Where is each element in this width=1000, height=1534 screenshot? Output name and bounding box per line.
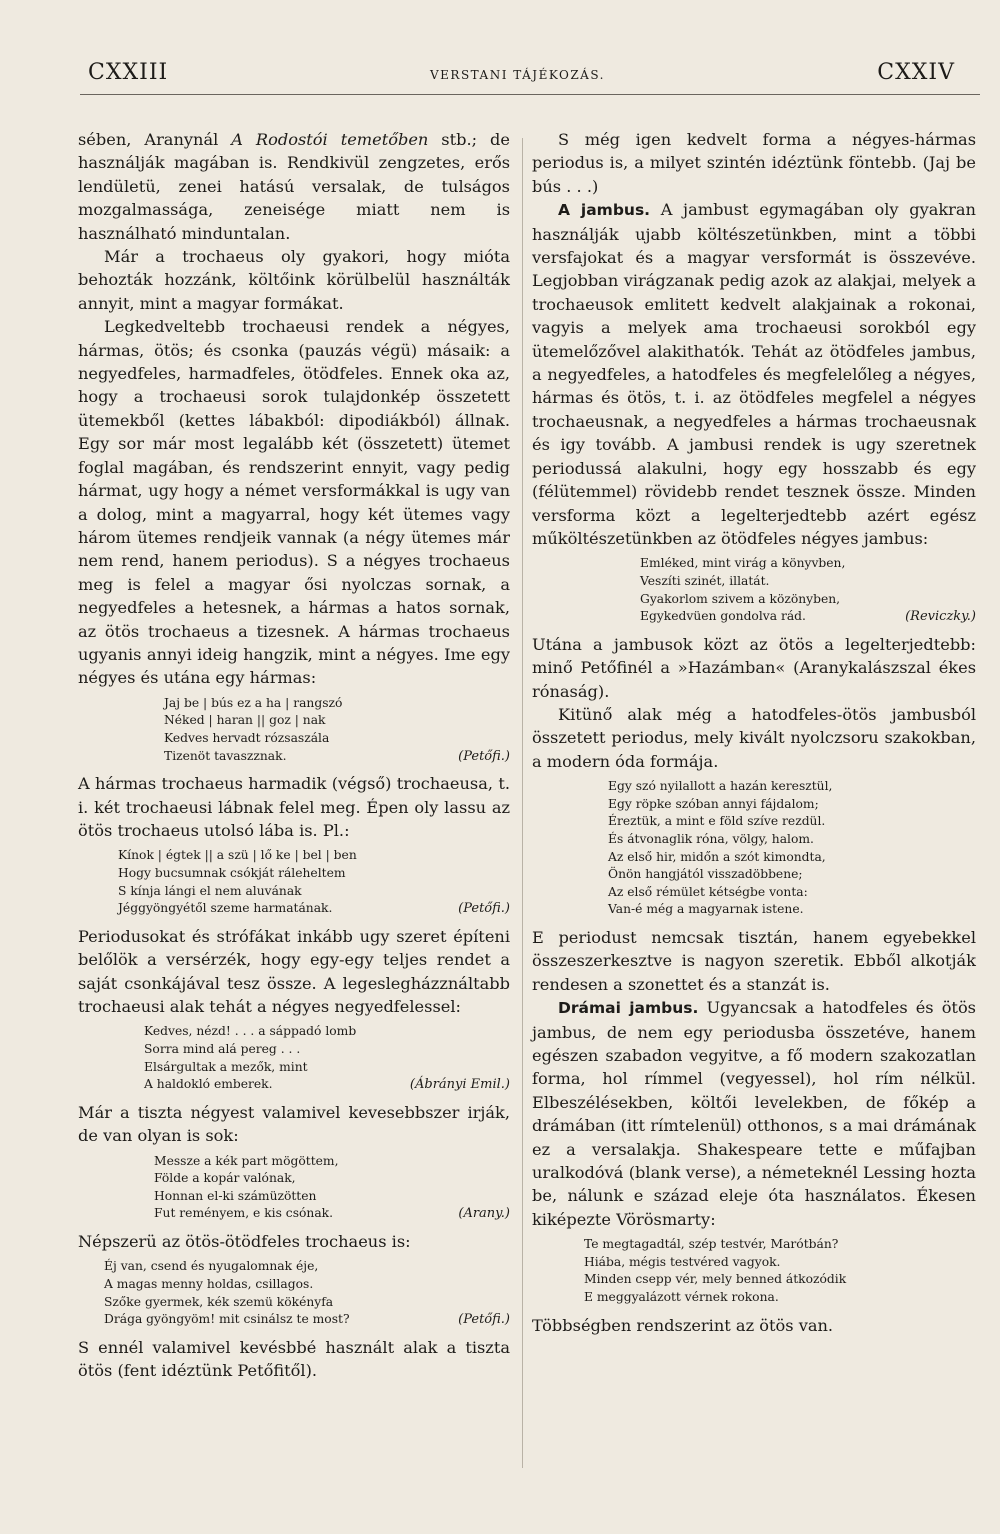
poem-line: Hogy bucsumnak csókját ráleheltem	[118, 865, 346, 880]
poem-line: Jéggyöngyétől szeme harmatának.	[118, 901, 333, 916]
poem-line: Hiába, mégis testvéred vagyok.	[584, 1254, 781, 1269]
paragraph: Már a trochaeus oly gyakori, hogy mióta behozták hozzánk, költőink körülbelül használták annyit, mint a magyar formákat.	[78, 247, 510, 313]
poem-title: A Rodostói temetőben	[231, 130, 429, 149]
poem-line: Elsárgultak a mezők, mint	[144, 1059, 308, 1074]
paragraph: Többségben rendszerint az ötös van.	[532, 1315, 834, 1335]
poem-quote	[532, 1236, 976, 1306]
running-title: VERSTANI TÁJÉKOZÁS.	[430, 68, 605, 82]
column-divider	[522, 138, 523, 1468]
paragraph: Már a tiszta négyest valamivel kevesebbszer irják, de van olyan is sok:	[78, 1102, 510, 1146]
paragraph: A jambus. A jambust egymagában oly gyakran használják ujabb költészetünkben, mint a többi versfajokat és a magyar versformát is összevéve. Legjobban virágzanak pedig azok az alakjai, melyek a trochaeusok emlitett kedvelt alakjainak a rokonai, vagyis a melyek ama trochaeusi sorokból egy ütemelőzővel alakithatók. Tehát az ötödfeles jambus, a negyedfeles, a hatodfeles és megfelelőleg a négyes, hármas és ötös, t. i. az ötödfeles megfelel a négyes trochaeusnak, a negyedfeles a hármas trochaeusnak és igy tovább. A jambusi rendek is ugy szeretnek periodussá alakulni, hogy egy hosszabb és egy (félütemmel) rövidebb rendet tesznek össze. Minden versforma közt a legelterjedtebb azért egész műköltészetünkben az ötödfeles négyes jambus:	[532, 200, 976, 548]
poem-line: S kínja lángi el nem aluvának	[118, 883, 302, 898]
header-rule	[80, 94, 980, 95]
poem-line: Földe a kopár valónak,	[154, 1171, 296, 1186]
poem-author: (Ábrányi Emil.)	[409, 1077, 510, 1093]
paragraph: Népszerü az ötös-ötödfeles trochaeus is:	[78, 1231, 411, 1251]
poem-line: Éj van, csend és nyugalomnak éje,	[104, 1259, 319, 1274]
poem-line: Kínok | égtek || a szü | lő ke | bel | ben	[118, 848, 357, 863]
paragraph: Drámai jambus. Ugyancsak a hatodfeles és ötös jambus, de nem egy periodusba összetéve, hanem egészen szabadon vegyitve, a fő modern szakozatlan forma, hol rímmel (vegyessel), hol rím nélkül. Elbeszélésekben, költői levelekben, de főkép a drámában (itt rímtelenül) otthonos, s a mai drámának ez a versalakja. Shakespeare tette e műfajban uralkodóvá (blank verse), a németeknél Lessing hozta be, nálunk e század eleje óta használatos. Ékesen kiképezte Vörösmarty:	[532, 998, 976, 1229]
poem-line: Messze a kék part mögöttem,	[154, 1153, 339, 1168]
right-column	[532, 128, 976, 1337]
poem-line: Önön hangjától visszadöbbene;	[608, 867, 803, 882]
poem-line: E meggyalázott vérnek rokona.	[584, 1289, 779, 1304]
poem-line: Éreztük, a mint e föld szíve rezdül.	[608, 814, 826, 829]
poem-author: (Reviczky.)	[905, 609, 976, 625]
poem-quote	[78, 1153, 510, 1223]
poem-line: A haldokló emberek.	[144, 1077, 273, 1092]
poem-line: Gyakorlom szivem a közönyben,	[640, 591, 841, 606]
poem-line: Emléked, mint virág a könyvben,	[640, 556, 846, 571]
paragraph: E periodust nemcsak tisztán, hanem egyebekkel összeszerkesztve is nagyon szeretik. Ebből alkotják rendesen a szonettet és a stanzát is.	[532, 927, 976, 994]
poem-line: Te megtagadtál, szép testvér, Marótbán?	[584, 1237, 839, 1252]
paragraph: S ennél valamivel kevésbbé használt alak a tiszta ötös (fent idéztünk Petőfitől).	[78, 1337, 510, 1381]
paragraph: Periodusokat és strófákat inkább ugy szeret építeni belőlök a versérzék, hogy egy-egy teljes rendet a saját csonkájával tesz össze. A legeslegházználtabb trochaeusi alak tehát a négyes negyedfelessel:	[78, 926, 510, 1016]
section-heading-jambus: A jambus.	[558, 201, 651, 220]
poem-line: Az első hir, midőn a szót kimondta,	[608, 849, 826, 864]
poem-line: Veszíti szinét, illatát.	[640, 573, 770, 588]
poem-quote	[532, 778, 976, 919]
paragraph: S még igen kedvelt forma a négyes-hármas periodus is, a milyet szintén idéztünk föntebb. (Jaj be bús . . .)	[532, 130, 976, 196]
poem-line: Az első rémület kétségbe vonta:	[608, 884, 808, 899]
poem-line: És átvonaglik róna, völgy, halom.	[608, 831, 814, 846]
poem-line: Sorra mind alá pereg . . .	[144, 1041, 301, 1056]
left-column	[78, 128, 510, 1383]
poem-quote	[78, 695, 510, 765]
poem-line: Fut reményem, e kis csónak.	[154, 1206, 334, 1221]
paragraph: Legkedveltebb trochaeusi rendek a négyes, hármas, ötös; és csonka (pauzás végü) másaik: a negyedfeles, harmadfeles, ötödfeles. Ennek oka az, hogy a trochaeusi sorok tulajdonkép összetett ütemekből (kettes lábakból: dipodiákból) állnak. Egy sor már most legalább két (összetett) ütemet foglal magában, és rendszerint ennyit, vagy pedig hármat, ugy hogy a német versformákkal is ugy van a dolog, mint a magyarral, hogy két ütemes vagy három ütemes rendjeik vannak (a négy ütemes már nem rend, hanem periodus). S a négyes trochaeus meg is felel a magyar ősi nyolczas sornak, a negyedfeles a hetesnek, a hármas a hatos sornak, az ötös trochaeus a tizesnek. A hármas trochaeus ugyanis annyi ideig hangzik, mint a négyes. Ime egy négyes és utána egy hármas:	[78, 317, 510, 688]
poem-line: Tizenöt tavaszznak.	[164, 748, 287, 763]
paragraph: sében, Aranynál A Rodostói temetőben stb.; de használják magában is. Rendkivül zengzetes, erős lendületü, zenei hatású versalak, de tulságos mozgalmassága, zeneisége miatt nem is használható minduntalan.	[78, 130, 511, 243]
poem-line: Kedves, nézd! . . . a sáppadó lomb	[144, 1024, 357, 1039]
poem-quote	[78, 1023, 510, 1093]
poem-line: Drága gyöngyöm! mit csinálsz te most?	[104, 1312, 350, 1327]
poem-author: (Arany.)	[458, 1206, 510, 1222]
poem-line: A magas menny holdas, csillagos.	[104, 1276, 314, 1291]
poem-line: Szőke gyermek, kék szemü kökényfa	[104, 1294, 334, 1309]
poem-quote	[78, 847, 510, 917]
right-page-number: CXXIV	[877, 60, 955, 85]
poem-author: (Petőfi.)	[458, 901, 510, 917]
section-heading-dramai-jambus: Drámai jambus.	[558, 999, 699, 1018]
poem-line: Jaj be | bús ez a ha | rangszó	[164, 695, 343, 710]
paragraph: Kitünő alak még a hatodfeles-ötös jambusból összetett periodus, mely kivált nyolczsoru szakokban, a modern óda formája.	[532, 704, 976, 771]
poem-line: Néked | haran || goz | nak	[164, 713, 326, 728]
poem-line: Egy szó nyilallott a hazán keresztül,	[608, 779, 833, 794]
paragraph: A hármas trochaeus harmadik (végső) trochaeusa, t. i. két trochaeusi lábnak felel meg. Épen oly lassu az ötös trochaeus utolsó lába is. Pl.:	[78, 774, 510, 840]
poem-line: Kedves hervadt rózsaszála	[164, 730, 330, 745]
poem-line: Minden csepp vér, mely benned átkozódik	[584, 1272, 847, 1287]
poem-line: Honnan el-ki számüzötten	[154, 1188, 317, 1203]
poem-quote	[532, 555, 976, 625]
poem-author: (Petőfi.)	[458, 1312, 510, 1328]
paragraph: Utána a jambusok közt az ötös a legelterjedtebb: minő Petőfinél a »Hazámban« (Aranykalászszal ékes rónaság).	[532, 634, 976, 701]
poem-author: (Petőfi.)	[458, 748, 510, 764]
poem-line: Egykedvüen gondolva rád.	[640, 609, 806, 624]
poem-line: Egy röpke szóban annyi fájdalom;	[608, 796, 819, 811]
poem-quote	[78, 1258, 510, 1328]
poem-line: Van-é még a magyarnak istene.	[608, 902, 804, 917]
running-header	[0, 60, 1000, 100]
left-page-number: CXXIII	[88, 60, 169, 85]
